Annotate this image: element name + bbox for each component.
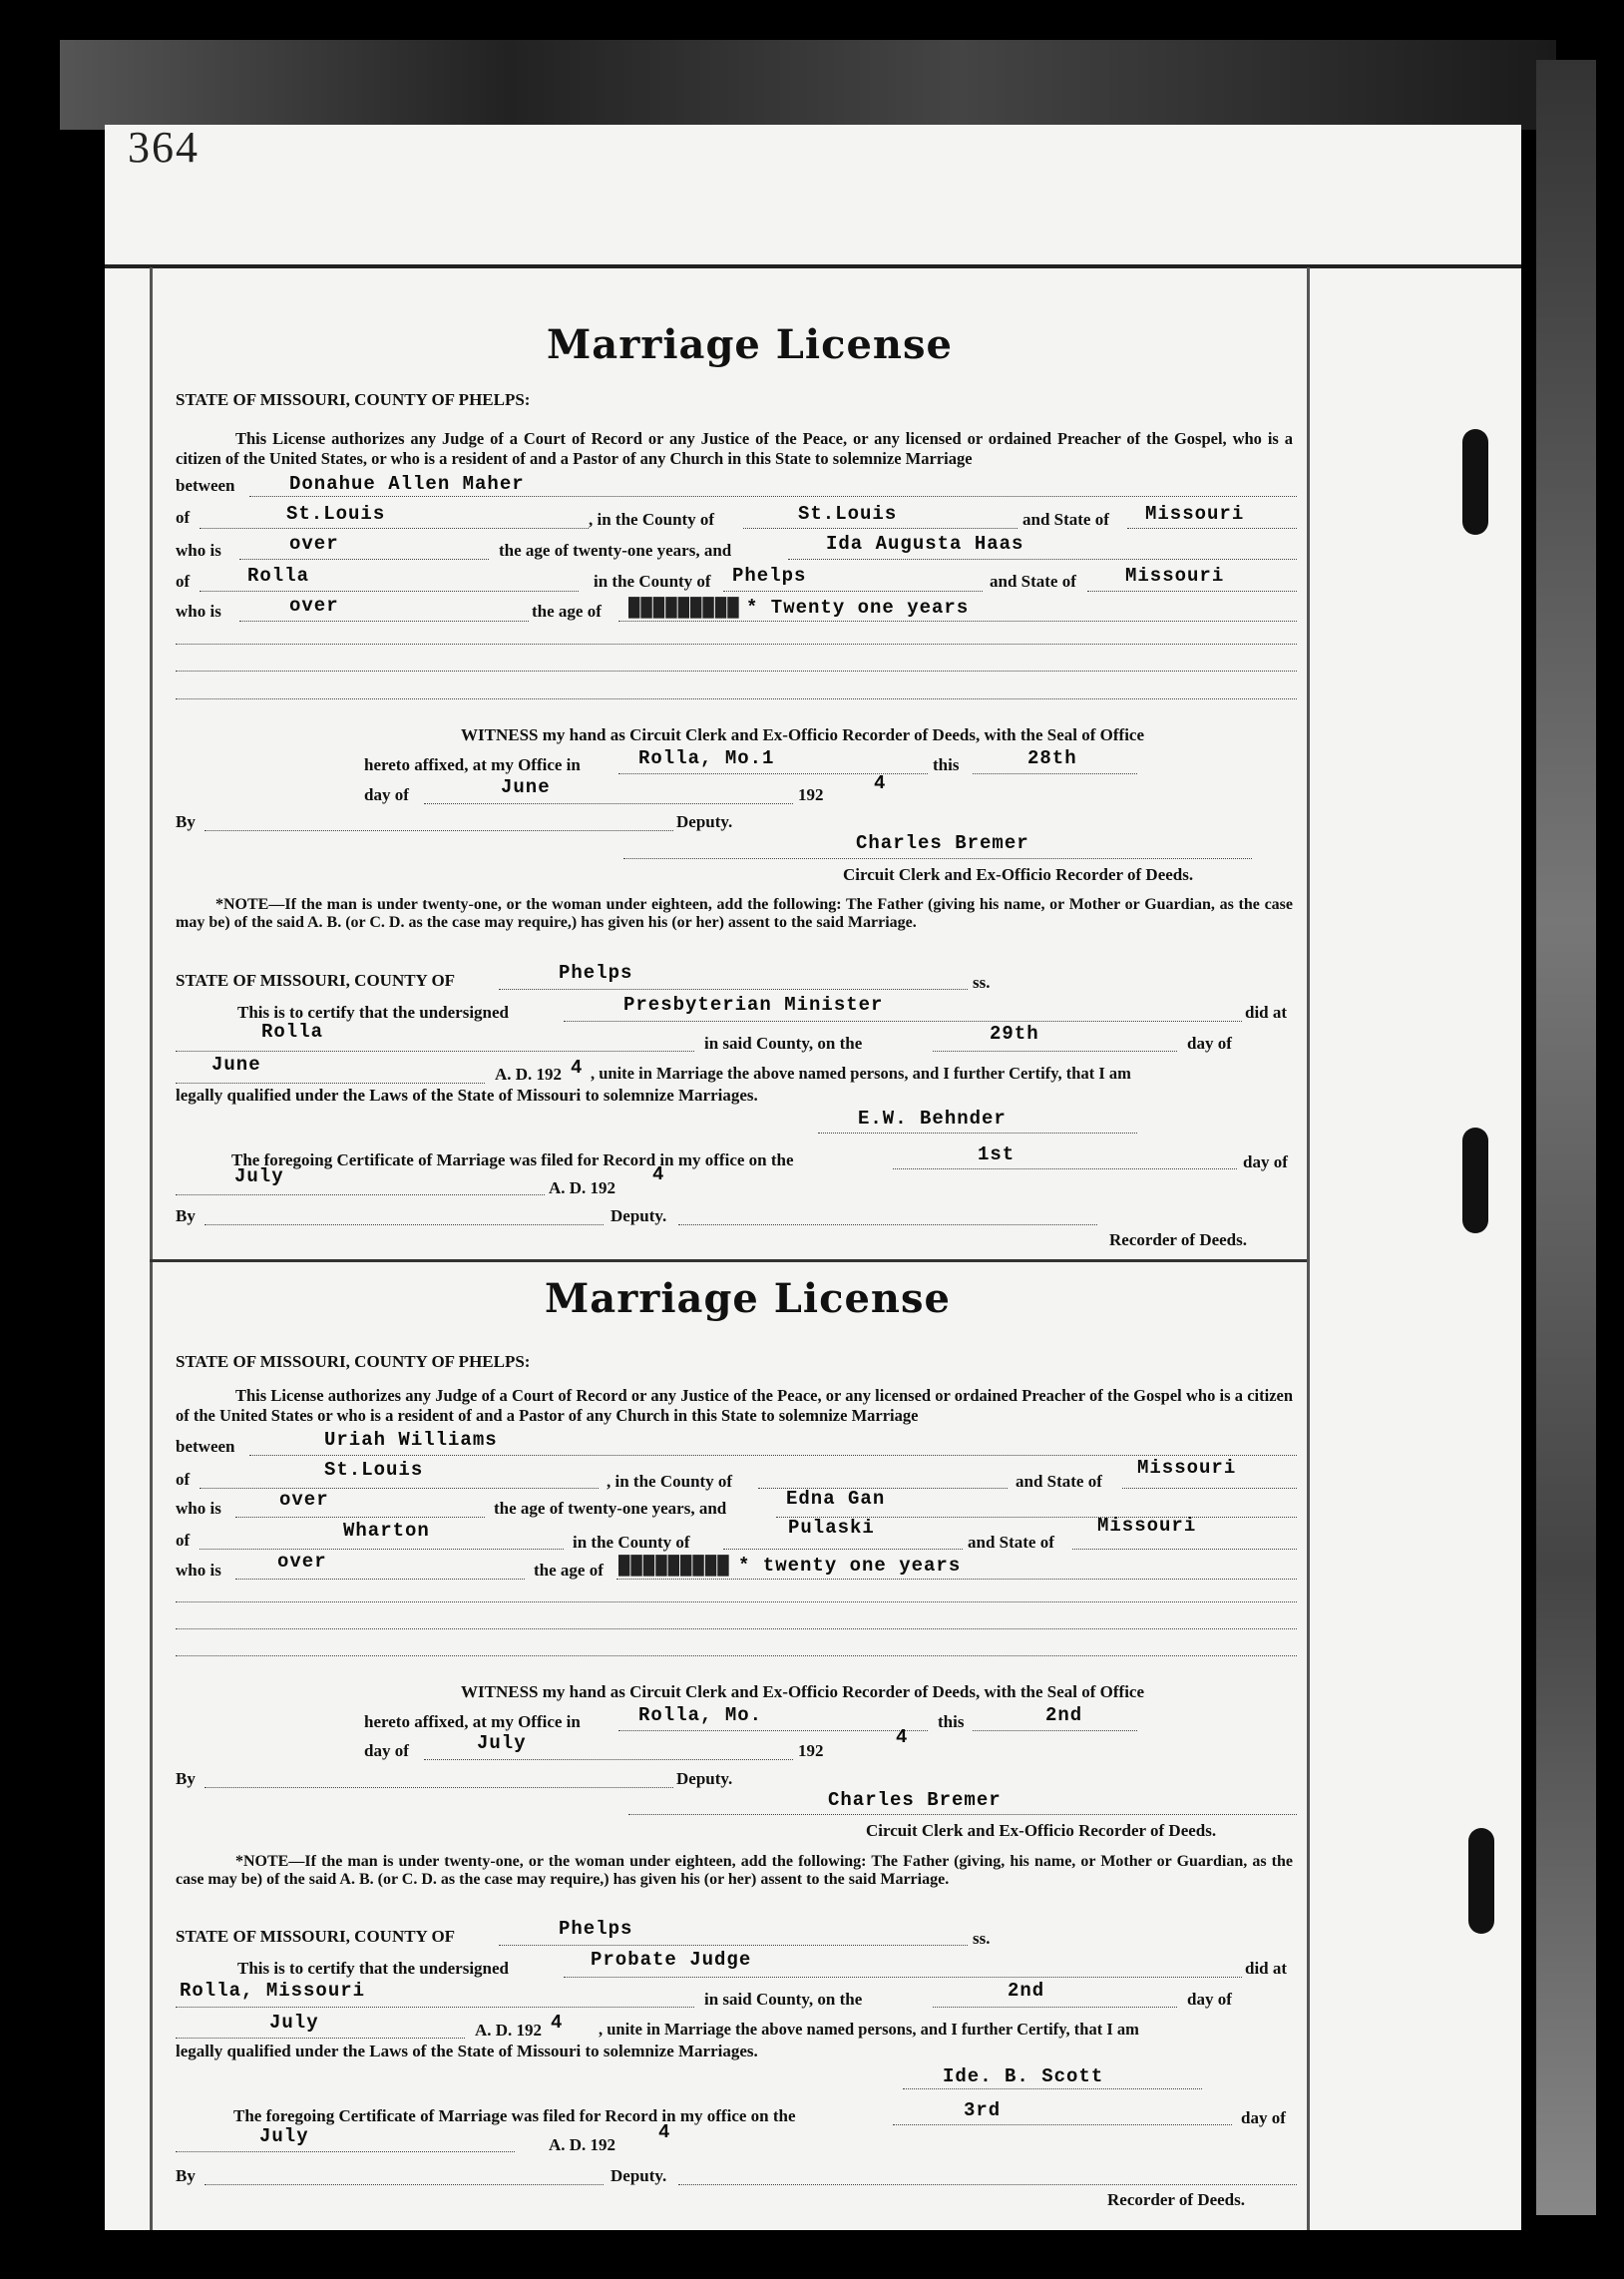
bride-name: Edna Gan xyxy=(786,1488,886,1510)
bride-city-line xyxy=(200,591,579,592)
filed-year-digit: 4 xyxy=(658,2121,671,2143)
year-label: 192 xyxy=(798,1741,824,1760)
blank-line xyxy=(176,644,1297,645)
recorder-label: Recorder of Deeds. xyxy=(1109,1230,1248,1249)
blank-line xyxy=(176,671,1297,672)
recorder-label: Recorder of Deeds. xyxy=(1107,2190,1246,2209)
ceremony-place: Rolla xyxy=(261,1021,324,1043)
bride-county: Pulaski xyxy=(788,1517,875,1539)
groom-name: Donahue Allen Maher xyxy=(289,473,525,495)
groom-state-line xyxy=(1122,1488,1297,1489)
filed-month: July xyxy=(234,1165,284,1187)
qualified-text: legally qualified under the Laws of the State of Missouri to solemnize Marriages. xyxy=(176,1086,758,1105)
officiant-title-line xyxy=(564,1977,1242,1978)
state-county-heading: STATE OF MISSOURI, COUNTY OF PHELPS: xyxy=(176,1352,531,1371)
ad-label: A. D. 192 xyxy=(495,1065,563,1084)
ad-label: A. D. 192 xyxy=(475,2021,543,2040)
ceremony-day-line xyxy=(933,1051,1177,1052)
license-title: Marriage License xyxy=(545,1275,951,1322)
filed-month-line xyxy=(176,2151,515,2152)
day-of-label: day of xyxy=(1187,1990,1232,2009)
clerk-name: Charles Bremer xyxy=(856,832,1029,854)
note-paragraph: *NOTE—If the man is under twenty-one, or the woman under eighteen, add the following: The Father (giving, his name, or Mother or Guardian, as the case may be) of the said A. B. (or C. D. as the case may require,) has given his (or her) assent to the said Marriage. xyxy=(176,1853,1294,1888)
did-at-label: did at xyxy=(1245,1959,1288,1978)
deputy-line xyxy=(204,2184,604,2185)
ss-label: ss. xyxy=(973,1929,991,1948)
day-of-label: day of xyxy=(1241,2108,1286,2127)
this-label: this xyxy=(933,755,960,774)
scan-border-right xyxy=(1536,60,1596,2215)
bride-name: Ida Augusta Haas xyxy=(826,533,1024,555)
issue-month-line xyxy=(424,1759,793,1760)
state-county-heading: STATE OF MISSOURI, COUNTY OF PHELPS: xyxy=(176,390,531,409)
who-is-label: who is xyxy=(176,1561,221,1580)
clerk-title: Circuit Clerk and Ex-Officio Recorder of Deeds. xyxy=(843,865,1194,884)
officiant-name: Ide. B. Scott xyxy=(943,2065,1104,2087)
filed-day: 1st xyxy=(978,1143,1015,1165)
day-of-label: day of xyxy=(364,785,409,804)
witness-line-2: hereto affixed, at my Office in xyxy=(364,1712,581,1731)
deputy-label: Deputy. xyxy=(676,1769,733,1788)
did-at-label: did at xyxy=(1245,1003,1288,1022)
certify-label: This is to certify that the undersigned xyxy=(237,1003,509,1022)
officiant-title: Presbyterian Minister xyxy=(623,994,884,1016)
age-label-groom: the age of twenty-one years, and xyxy=(494,1499,727,1518)
and-state-label: and State of xyxy=(1022,510,1109,529)
bride-age-text: * Twenty one years xyxy=(746,597,970,619)
deputy-label: Deputy. xyxy=(676,812,733,831)
filed-day: 3rd xyxy=(964,2099,1002,2121)
groom-name: Uriah Williams xyxy=(324,1429,498,1451)
bride-city: Wharton xyxy=(343,1520,430,1542)
age-label-bride: the age of xyxy=(534,1561,604,1580)
groom-city: St.Louis xyxy=(324,1459,424,1481)
filed-text: The foregoing Certificate of Marriage was filed for Record in my office on the xyxy=(233,2106,796,2125)
between-label: between xyxy=(176,1437,235,1456)
struck-text: █████████ xyxy=(628,597,740,619)
qualified-text: legally qualified under the Laws of the State of Missouri to solemnize Marriages. xyxy=(176,2042,758,2060)
witness-line-1: WITNESS my hand as Circuit Clerk and Ex-Officio Recorder of Deeds, with the Seal of Office xyxy=(461,1682,1145,1701)
day-of-label: day of xyxy=(1187,1034,1232,1053)
who-is-label: who is xyxy=(176,541,221,560)
witness-line-1: WITNESS my hand as Circuit Clerk and Ex-Officio Recorder of Deeds, with the Seal of Office xyxy=(461,725,1145,744)
ceremony-month-line xyxy=(176,2038,465,2039)
in-said-county-label: in said County, on the xyxy=(704,1990,863,2009)
in-said-county-label: in said County, on the xyxy=(704,1034,863,1053)
recorder-signature-line xyxy=(678,2184,1297,2185)
issue-year-digit: 4 xyxy=(896,1726,909,1748)
ceremony-month-line xyxy=(176,1083,485,1084)
and-state-label: and State of xyxy=(990,572,1076,591)
cert-state-label: STATE OF MISSOURI, COUNTY OF xyxy=(176,1927,456,1946)
bride-county-line xyxy=(723,1549,963,1550)
bride-city-line xyxy=(200,1549,564,1550)
binder-hole xyxy=(1462,1128,1488,1233)
ceremony-month: July xyxy=(269,2012,319,2034)
between-label: between xyxy=(176,476,235,495)
scan-border-top xyxy=(60,40,1556,130)
in-county-label: in the County of xyxy=(594,572,711,591)
binder-hole xyxy=(1462,429,1488,535)
clerk-title: Circuit Clerk and Ex-Officio Recorder of Deeds. xyxy=(866,1821,1217,1840)
filed-year-digit: 4 xyxy=(652,1163,665,1185)
by-label: By xyxy=(176,2166,196,2185)
bride-state: Missouri xyxy=(1125,565,1225,587)
cert-county: Phelps xyxy=(559,1918,633,1940)
ad-label: A. D. 192 xyxy=(549,1178,616,1197)
groom-county: St.Louis xyxy=(798,503,898,525)
of-label: of xyxy=(176,508,191,527)
cert-state-label: STATE OF MISSOURI, COUNTY OF xyxy=(176,971,456,990)
bride-state-line xyxy=(1087,591,1297,592)
officiant-signature-line xyxy=(903,2088,1202,2089)
ceremony-place-line xyxy=(176,2007,694,2008)
and-state-label: and State of xyxy=(1015,1472,1102,1491)
age-label-groom: the age of twenty-one years, and xyxy=(499,541,732,560)
bride-age-text: * twenty one years xyxy=(738,1555,962,1577)
of-label: of xyxy=(176,1470,191,1489)
blank-line xyxy=(176,698,1297,699)
groom-age-line xyxy=(239,559,489,560)
groom-city: St.Louis xyxy=(286,503,386,525)
in-county-label: , in the County of xyxy=(589,510,715,529)
groom-state-line xyxy=(1127,528,1297,529)
blank-line xyxy=(176,1601,1297,1602)
by-label: By xyxy=(176,812,196,831)
issue-month: June xyxy=(501,776,551,798)
license-title: Marriage License xyxy=(547,321,953,368)
filed-month: July xyxy=(259,2125,309,2147)
ss-label: ss. xyxy=(973,973,991,992)
bride-county: Phelps xyxy=(732,565,807,587)
deputy-label: Deputy. xyxy=(610,2166,667,2185)
filed-text: The foregoing Certificate of Marriage was filed for Record in my office on the xyxy=(231,1150,794,1169)
office-place-line xyxy=(618,1730,928,1731)
age-label-bride: the age of xyxy=(532,602,602,621)
ceremony-place: Rolla, Missouri xyxy=(180,1980,366,2002)
bride-age: over xyxy=(277,1551,327,1573)
clerk-name: Charles Bremer xyxy=(828,1789,1002,1811)
ceremony-month: June xyxy=(211,1054,261,1076)
officiant-name: E.W. Behnder xyxy=(858,1108,1007,1130)
ceremony-year-digit: 4 xyxy=(571,1057,584,1079)
officiant-title-line xyxy=(564,1021,1242,1022)
groom-state: Missouri xyxy=(1137,1457,1237,1479)
issue-month: July xyxy=(477,1732,527,1754)
clerk-signature-line xyxy=(623,858,1252,859)
office-place: Rolla, Mo.1 xyxy=(638,747,775,769)
note-paragraph: *NOTE—If the man is under twenty-one, or the woman under eighteen, add the following: The Father (giving his name, or Mother or Guardian, as the case may be) of the said A. B. (or C. D. as the case may require,) has given his (or her) assent to the said Marriage. xyxy=(176,896,1294,931)
issue-day: 28th xyxy=(1027,747,1077,769)
deputy-line xyxy=(204,830,673,831)
cert-county-line xyxy=(499,1945,968,1946)
and-state-label: and State of xyxy=(968,1533,1054,1552)
groom-age: over xyxy=(279,1489,329,1511)
deputy-label: Deputy. xyxy=(610,1206,667,1225)
in-county-label: , in the County of xyxy=(607,1472,733,1491)
intro-paragraph: This License authorizes any Judge of a Court of Record or any Justice of the Peace, or any licensed or ordained Preacher of the Gospel, who is a citizen of the United States, or who is a resident of and a Pastor of any Church in this State to solemnize Marriage xyxy=(176,429,1294,468)
witness-line-2: hereto affixed, at my Office in xyxy=(364,755,581,774)
struck-text: █████████ xyxy=(618,1555,730,1577)
of-label: of xyxy=(176,572,191,591)
groom-age: over xyxy=(289,533,339,555)
ceremony-year-digit: 4 xyxy=(551,2012,564,2034)
groom-city-line xyxy=(200,1488,599,1489)
bride-age-line xyxy=(239,621,529,622)
day-of-label: day of xyxy=(1243,1152,1288,1171)
page-number: 364 xyxy=(128,123,200,172)
issue-day-line xyxy=(973,773,1137,774)
unite-text: , unite in Marriage the above named persons, and I further Certify, that I am xyxy=(591,1064,1131,1083)
in-county-label: in the County of xyxy=(573,1533,690,1552)
bride-age-text-line xyxy=(618,621,1297,622)
blank-line xyxy=(176,1655,1297,1656)
certify-label: This is to certify that the undersigned xyxy=(237,1959,509,1978)
who-is-label: who is xyxy=(176,1499,221,1518)
filed-month-line xyxy=(176,1194,545,1195)
bride-name-line xyxy=(788,559,1297,560)
between-line xyxy=(249,496,1297,497)
of-label: of xyxy=(176,1531,191,1550)
ad-label: A. D. 192 xyxy=(549,2135,616,2154)
groom-age-line xyxy=(235,1517,485,1518)
filed-day-line xyxy=(893,1168,1237,1169)
bride-age-text-line xyxy=(616,1579,1297,1580)
day-of-label: day of xyxy=(364,1741,409,1760)
ceremony-day: 29th xyxy=(990,1023,1039,1045)
license-divider xyxy=(150,1259,1307,1262)
officiant-signature-line xyxy=(818,1133,1137,1134)
bride-age-line xyxy=(235,1579,525,1580)
left-margin-rule xyxy=(150,267,153,2230)
cert-county: Phelps xyxy=(559,962,633,984)
who-is-label: who is xyxy=(176,602,221,621)
recorder-signature-line xyxy=(678,1224,1097,1225)
right-margin-rule xyxy=(1307,267,1310,2230)
ceremony-day: 2nd xyxy=(1008,1980,1045,2002)
groom-city-line xyxy=(200,528,589,529)
issue-day-line xyxy=(973,1730,1137,1731)
groom-state: Missouri xyxy=(1145,503,1245,525)
deputy-line xyxy=(204,1224,604,1225)
bride-age: over xyxy=(289,595,339,617)
this-label: this xyxy=(938,1712,965,1731)
bride-county-line xyxy=(723,591,983,592)
year-label: 192 xyxy=(798,785,824,804)
by-label: By xyxy=(176,1769,196,1788)
intro-paragraph: This License authorizes any Judge of a Court of Record or any Justice of the Peace, or any licensed or ordained Preacher of the Gospel who is a citizen of the United States or who is a resident of and a Pastor of any Church in this State to solemnize Marriage xyxy=(176,1386,1294,1425)
issue-day: 2nd xyxy=(1045,1704,1083,1726)
bride-city: Rolla xyxy=(247,565,310,587)
blank-line xyxy=(176,1628,1297,1629)
office-place: Rolla, Mo. xyxy=(638,1704,763,1726)
ceremony-day-line xyxy=(933,2007,1177,2008)
issue-year-digit: 4 xyxy=(874,772,887,794)
bride-state: Missouri xyxy=(1097,1515,1197,1537)
clerk-signature-line xyxy=(628,1814,1297,1815)
by-label: By xyxy=(176,1206,196,1225)
binder-hole xyxy=(1468,1828,1494,1934)
groom-county-line xyxy=(743,528,1017,529)
filed-day-line xyxy=(893,2124,1232,2125)
between-line xyxy=(249,1455,1297,1456)
unite-text: , unite in Marriage the above named persons, and I further Certify, that I am xyxy=(599,2020,1139,2039)
deputy-line xyxy=(204,1787,673,1788)
officiant-title: Probate Judge xyxy=(591,1949,752,1971)
issue-month-line xyxy=(424,803,793,804)
bride-state-line xyxy=(1072,1549,1297,1550)
cert-county-line xyxy=(499,989,968,990)
ceremony-place-line xyxy=(176,1051,694,1052)
